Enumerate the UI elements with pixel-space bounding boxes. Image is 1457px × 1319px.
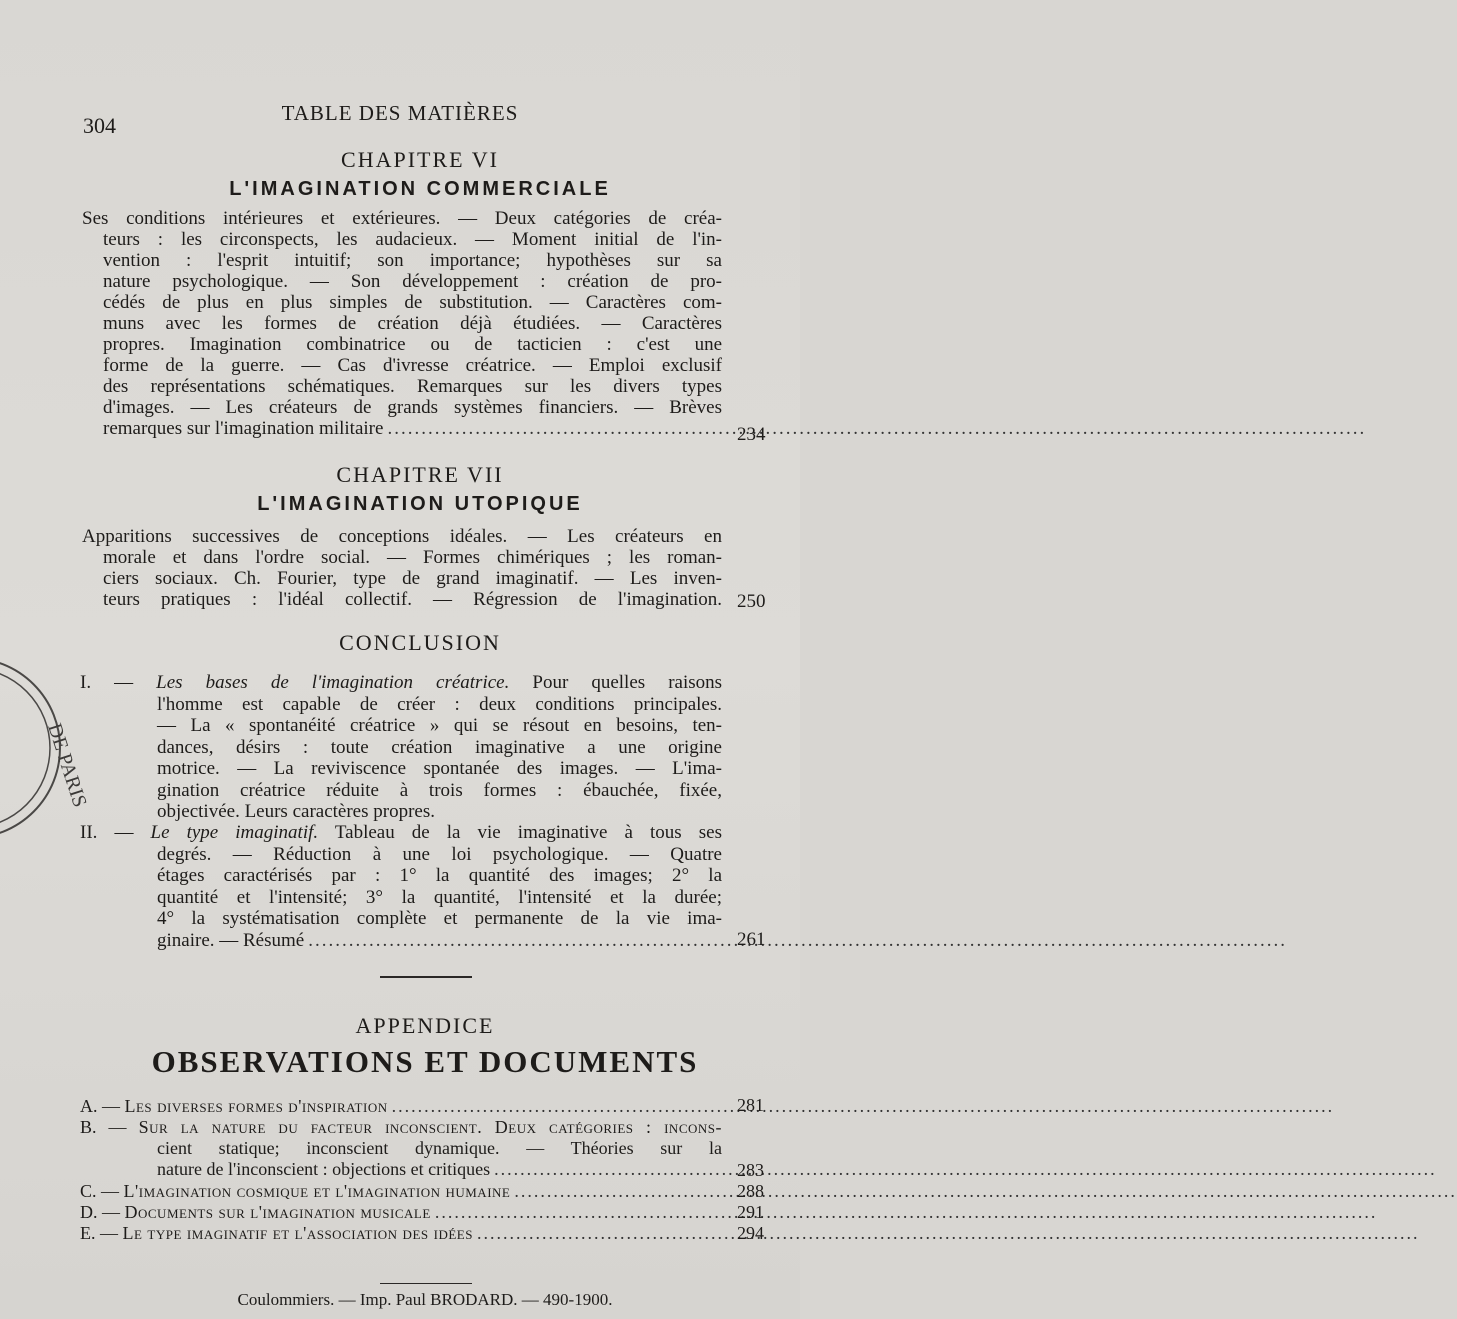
text-line-with-leader: A. — Les diverses formes d'inspiration ..... <box>80 1096 722 1117</box>
appendix-d-page-ref: 291 <box>737 1202 764 1222</box>
text-line-with-leader: ginaire. — Résumé ..... <box>80 930 722 952</box>
part-2-title: Le type imaginatif. <box>150 822 319 843</box>
chapter-7-heading: CHAPITRE VII <box>336 462 504 487</box>
chapter-6-page-ref: 234 <box>737 424 766 445</box>
appendix-entry-e <box>80 1223 722 1244</box>
running-head: TABLE DES MATIÈRES <box>281 101 519 125</box>
text-line: muns avec les formes de création déjà étudiées. — Caractères <box>103 313 722 334</box>
conclusion-part-2 <box>80 822 722 951</box>
stamp-text: DE PARIS <box>43 720 91 810</box>
text-line: B. — Sur la nature du facteur inconscient. Deux catégories : incons- <box>80 1117 722 1137</box>
text-line: teurs pratiques : l'idéal collectif. — Régression de l'imagination. <box>103 589 722 610</box>
text-line: I. — Les bases de l'imagination créatrice. Pour quelles raisons <box>80 672 723 693</box>
chapter-7-title: L'IMAGINATION UTOPIQUE <box>257 493 583 515</box>
chapter-6-heading: CHAPITRE VI <box>341 147 499 172</box>
text-line: quantité et l'intensité; 3° la quantité, l'intensité et la durée; <box>157 886 722 908</box>
text-line: morale et dans l'ordre social. — Formes chimériques ; les roman- <box>103 547 722 568</box>
text-line: étages caractérisés par : 1° la quantité des images; 2° la <box>157 865 722 886</box>
text-line: ciers sociaux. Ch. Fourier, type de grand imaginatif. — Les inven- <box>103 568 722 589</box>
text-line: propres. Imagination combinatrice ou de tacticien : c'est une <box>103 334 722 355</box>
appendix-heading: APPENDICE <box>355 1013 495 1038</box>
section-divider <box>380 976 472 978</box>
text-line: degrés. — Réduction à une loi psychologique. — Quatre <box>157 843 722 865</box>
text-line: cient statique; inconscient dynamique. — Théories sur la <box>157 1138 722 1158</box>
appendix-title: OBSERVATIONS ET DOCUMENTS <box>151 1044 699 1079</box>
text-line: forme de la guerre. — Cas d'ivresse créatrice. — Emploi exclusif <box>103 355 722 376</box>
text-line-with-leader: remarques sur l'imagination militaire ..... <box>82 418 722 439</box>
printer-imprint: Coulommiers. — Imp. Paul BRODARD. — 490-1900. <box>237 1290 613 1309</box>
appendix-entry-a <box>80 1096 722 1117</box>
text-line: nature psychologique. — Son développement : création de pro- <box>103 271 722 292</box>
text-line: vention : l'esprit intuitif; son importance; hypothèses sur sa <box>103 250 722 271</box>
text-line: motrice. — La reviviscence spontanée des images. — L'ima- <box>157 758 722 779</box>
text-line-with-leader: C. — L'imagination cosmique et l'imagination humaine ..... <box>80 1181 722 1202</box>
appendix-a-page-ref: 281 <box>737 1095 764 1115</box>
text-line: teurs : les circonspects, les audacieux. — Moment initial de l'in- <box>103 229 722 250</box>
conclusion-page-ref: 261 <box>737 929 766 950</box>
appendix-entry-d <box>80 1202 722 1223</box>
page-number: 304 <box>83 113 116 138</box>
conclusion-part-1 <box>80 672 722 823</box>
library-stamp <box>0 648 91 848</box>
chapter-6-summary <box>82 208 722 439</box>
text-line: des représentations schématiques. Remarques sur les divers types <box>103 376 722 397</box>
appendix-b-page-ref: 283 <box>737 1160 764 1180</box>
appendix-e-page-ref: 294 <box>737 1223 764 1243</box>
text-line: — La « spontanéité créatrice » qui se résout en besoins, ten- <box>157 715 722 736</box>
text-line-with-leader: E. — Le type imaginatif et l'association des idées ..... <box>80 1223 722 1244</box>
text-line: l'homme est capable de créer : deux conditions principales. <box>157 693 722 715</box>
text-line: cédés de plus en plus simples de substitution. — Caractères com- <box>103 292 722 313</box>
text-line: gination créatrice réduite à trois formes : ébauchée, fixée, <box>157 779 722 801</box>
footer-divider <box>380 1283 472 1284</box>
chapter-6-title: L'IMAGINATION COMMERCIALE <box>229 178 611 200</box>
text-line-with-leader: nature de l'inconscient : objections et critiques ..... <box>80 1159 722 1180</box>
text-line: objectivée. Leurs caractères propres. <box>157 801 435 822</box>
appendix-entry-c <box>80 1181 722 1202</box>
part-1-title: Les bases de l'imagination créatrice. <box>156 672 510 693</box>
appendix-c-page-ref: 288 <box>737 1181 764 1201</box>
text-line: dances, désirs : toute création imaginative a une origine <box>157 736 722 758</box>
text-line: 4° la systématisation complète et permanente de la vie ima- <box>157 908 722 929</box>
text-line: Ses conditions intérieures et extérieures. — Deux catégories de créa- <box>82 208 722 229</box>
chapter-7-summary <box>82 526 722 610</box>
appendix-entry-b <box>80 1117 722 1180</box>
text-line: d'images. — Les créateurs de grands systèmes financiers. — Brèves <box>103 397 722 418</box>
conclusion-heading: CONCLUSION <box>339 630 501 655</box>
text-line-with-leader: D. — Documents sur l'imagination musicale ..... <box>80 1202 722 1223</box>
text-line: II. — Le type imaginatif. Tableau de la vie imaginative à tous ses <box>80 822 722 843</box>
text-line: Apparitions successives de conceptions idéales. — Les créateurs en <box>82 526 722 547</box>
chapter-7-page-ref: 250 <box>737 591 766 612</box>
